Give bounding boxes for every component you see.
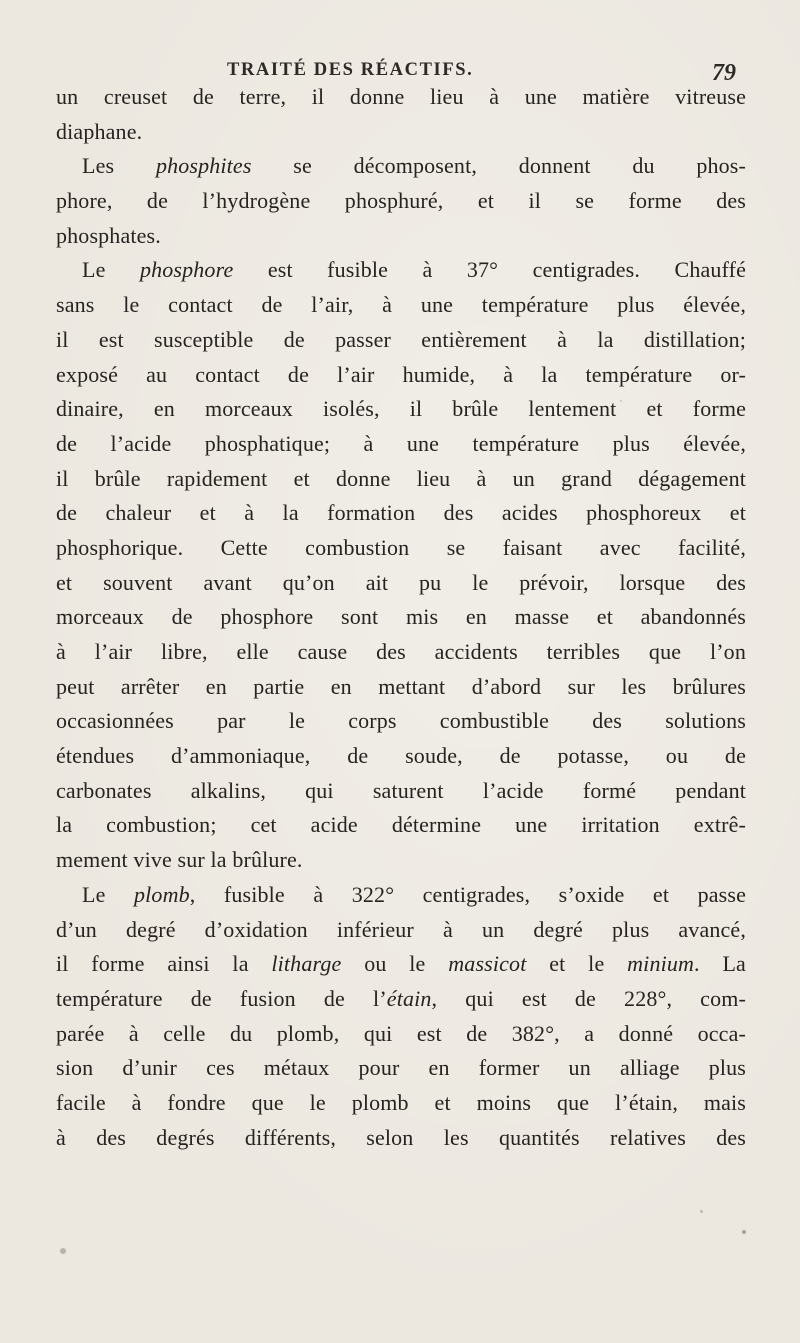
text-segment: facile à fondre que le plomb et moins que l’étain, mais: [56, 1089, 746, 1115]
text-segment: occasionnées par le corps combustible des solutions: [56, 708, 746, 734]
text-segment: de l’acide phosphatique; à une température plus élevée,: [56, 430, 746, 456]
text-line: [56, 566, 746, 601]
text-line: [56, 1121, 746, 1156]
text-segment: d’un degré d’oxidation inférieur à un degré plus avancé,: [56, 916, 746, 942]
text-line: [56, 843, 746, 878]
text-segment: sion d’unir ces métaux pour en former un alliage plus: [56, 1055, 746, 1081]
text-line: [56, 774, 746, 809]
paper-speck: [742, 1230, 746, 1234]
text-segment: un creuset de terre, il donne lieu à une matière vitreuse: [56, 84, 746, 109]
text-line: [56, 80, 746, 115]
text-segment: il brûle rapidement et donne lieu à un grand dégagement: [56, 465, 746, 491]
text-line: [56, 670, 746, 705]
text-segment: morceaux de phosphore sont mis en masse et abandonnés: [56, 604, 746, 630]
text-line: [56, 1051, 746, 1086]
text-line: [56, 427, 746, 462]
text-line: [56, 878, 746, 913]
text-segment: il forme ainsi la: [56, 951, 272, 977]
text-line: [56, 600, 746, 635]
text-line: [56, 288, 746, 323]
text-segment: est fusible à 37° centigrades. Chauffé: [233, 257, 746, 283]
text-segment: Le: [82, 881, 135, 907]
text-segment: Les: [82, 153, 156, 179]
text-line: [56, 323, 746, 358]
text-segment: carbonates alkalins, qui saturent l’acide formé pendant: [56, 777, 746, 803]
text-segment: ou le: [341, 951, 449, 977]
text-segment: phosphates.: [56, 222, 161, 248]
text-segment: et souvent avant qu’on ait pu le prévoir, lorsque des: [56, 569, 746, 595]
text-line: [56, 253, 746, 288]
text-segment: . La: [694, 951, 746, 977]
italic-term: massicot: [448, 951, 527, 977]
paper-speck: [700, 1210, 703, 1213]
text-line: [56, 115, 746, 150]
text-line: [56, 808, 746, 843]
text-segment: étendues d’ammoniaque, de soude, de potasse, ou de: [56, 743, 746, 769]
text-line: [56, 462, 746, 497]
page-number: 79: [712, 60, 736, 86]
text-segment: phosphorique. Cette combustion se faisant avec facilité,: [56, 534, 746, 560]
text-segment: sans le contact de l’air, à une température plus élevée,: [56, 292, 746, 318]
italic-term: litharge: [271, 951, 342, 977]
text-line: [56, 635, 746, 670]
text-segment: température de fusion de l’: [56, 985, 387, 1011]
text-line: [56, 739, 746, 774]
text-line: [56, 358, 746, 393]
text-line: [56, 496, 746, 531]
text-segment: Le: [82, 257, 140, 283]
text-segment: mement vive sur la brûlure.: [56, 847, 303, 873]
text-line: [56, 531, 746, 566]
paper-speck: [620, 400, 622, 402]
italic-term: plomb: [134, 881, 190, 907]
text-segment: à des degrés différents, selon les quantités relatives des: [56, 1124, 746, 1150]
text-segment: dinaire, en morceaux isolés, il brûle lentement et forme: [56, 396, 746, 422]
text-segment: et le: [526, 951, 628, 977]
text-line: [56, 913, 746, 948]
text-line: [56, 704, 746, 739]
text-segment: , fusible à 322° centigrades, s’oxide et passe: [189, 881, 747, 907]
text-segment: se décomposent, donnent du phos-: [251, 153, 746, 179]
text-line: [56, 947, 746, 982]
text-segment: peut arrêter en partie en mettant d’abord sur les brûlures: [56, 673, 746, 699]
text-segment: parée à celle du plomb, qui est de 382°, a donné occa-: [56, 1020, 746, 1046]
italic-term: minium: [627, 951, 695, 977]
italic-term: phosphore: [139, 257, 234, 283]
text-segment: de chaleur et à la formation des acides phosphoreux et: [56, 500, 746, 526]
text-segment: diaphane.: [56, 118, 143, 144]
body-text: [56, 80, 746, 1155]
text-line: [56, 1086, 746, 1121]
text-line: [56, 392, 746, 427]
italic-term: phosphites: [155, 153, 252, 179]
text-segment: , qui est de 228°, com-: [431, 985, 746, 1011]
text-line: [56, 184, 746, 219]
text-line: [56, 982, 746, 1017]
italic-term: étain: [386, 985, 432, 1011]
text-segment: à l’air libre, elle cause des accidents terribles que l’on: [56, 639, 746, 664]
text-segment: phore, de l’hydrogène phosphuré, et il se forme des: [56, 188, 746, 214]
text-segment: il est susceptible de passer entièrement à la distillation;: [56, 326, 746, 352]
text-line: [56, 219, 746, 254]
text-line: [56, 149, 746, 184]
text-line: [56, 1017, 746, 1052]
text-segment: la combustion; cet acide détermine une irritation extrê-: [56, 812, 746, 838]
running-title: TRAITÉ DES RÉACTIFS.: [227, 60, 474, 80]
paper-speck: [60, 1248, 66, 1254]
text-segment: exposé au contact de l’air humide, à la température or-: [56, 361, 746, 387]
